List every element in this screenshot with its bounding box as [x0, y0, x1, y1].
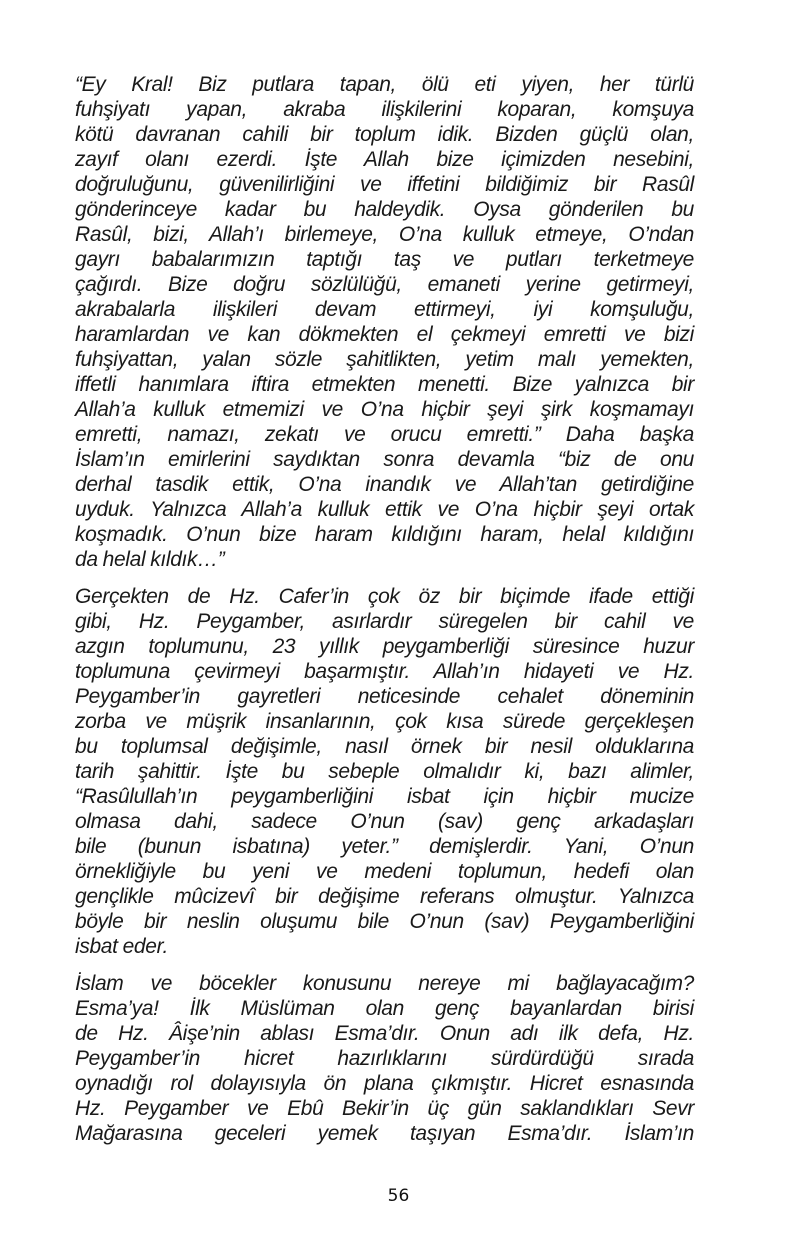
text-line: Esma’ya! İlk Müslüman olan genç bayanlardan birisi — [75, 997, 694, 1020]
text-line: azgın toplumunu, 23 yıllık peygamberliği süresince huzur — [75, 635, 694, 658]
text-line: fuhşiyattan, yalan sözle şahitlikten, yetim malı yemekten, — [75, 348, 694, 371]
text-line: böyle bir neslin oluşumu bile O’nun (sav) Peygamberliğini — [75, 910, 694, 933]
text-line: de Hz. Âişe’nin ablası Esma’dır. Onun adı ilk defa, Hz. — [75, 1022, 694, 1045]
text-line: isbat eder. — [75, 935, 168, 958]
text-line: Mağarasına geceleri yemek taşıyan Esma’dır. İslam’ın — [75, 1122, 694, 1145]
text-line: zorba ve müşrik insanlarının, çok kısa sürede gerçekleşen — [75, 710, 694, 733]
text-line: Allah’a kulluk etmemizi ve O’na hiçbir şeyi şirk koşmamayı — [75, 398, 694, 421]
text-line: gençlikle mûcizevî bir değişime referans olmuştur. Yalnızca — [75, 885, 694, 908]
text-line: Peygamber’in gayretleri neticesinde cehalet döneminin — [75, 685, 694, 708]
text-line: Hz. Peygamber ve Ebû Bekir’in üç gün saklandıkları Sevr — [75, 1097, 694, 1120]
text-line: iffetli hanımlara iftira etmekten menetti. Bize yalnızca bir — [75, 373, 694, 396]
text-line: olmasa dahi, sadece O’nun (sav) genç arkadaşları — [75, 810, 694, 833]
text-line: doğruluğunu, güvenilirliğini ve iffetini bildiğimiz bir Rasûl — [75, 173, 694, 196]
paragraph — [75, 971, 694, 1146]
text-line: haramlardan ve kan dökmekten el çekmeyi emretti ve bizi — [75, 323, 694, 346]
text-line: gibi, Hz. Peygamber, asırlardır süregelen bir cahil ve — [75, 610, 694, 633]
text-line: kötü davranan cahili bir toplum idik. Bizden güçlü olan, — [75, 123, 694, 146]
text-line: fuhşiyatı yapan, akraba ilişkilerini koparan, komşuya — [75, 98, 694, 121]
page-body — [75, 72, 694, 1146]
text-line: akrabalarla ilişkileri devam ettirmeyi, iyi komşuluğu, — [75, 298, 694, 321]
paragraph — [75, 72, 694, 572]
text-line: çağırdı. Bize doğru sözlülüğü, emaneti yerine getirmeyi, — [75, 273, 694, 296]
text-line: İslam’ın emirlerini saydıktan sonra devamla “biz de onu — [75, 448, 694, 471]
text-line: “Ey Kral! Biz putlara tapan, ölü eti yiyen, her türlü — [75, 73, 694, 96]
text-line: derhal tasdik ettik, O’na inandık ve Allah’tan getirdiğine — [75, 473, 694, 496]
text-line: da helal kıldık…” — [75, 548, 225, 571]
paragraph-gap — [75, 959, 694, 971]
text-line: tarih şahittir. İşte bu sebeple olmalıdır ki, bazı alimler, — [75, 760, 694, 783]
text-line: koşmadık. O’nun bize haram kıldığını haram, helal kıldığını — [75, 523, 694, 546]
text-line: oynadığı rol dolayısıyla ön plana çıkmıştır. Hicret esnasında — [75, 1072, 694, 1095]
paragraph — [75, 584, 694, 959]
text-line: gönderinceye kadar bu haldeydik. Oysa gönderilen bu — [75, 198, 694, 221]
text-line: emretti, namazı, zekatı ve orucu emretti.” Daha başka — [75, 423, 694, 446]
text-line: Peygamber’in hicret hazırlıklarını sürdürdüğü sırada — [75, 1047, 694, 1070]
text-line: zayıf olanı ezerdi. İşte Allah bize içimizden nesebini, — [75, 148, 694, 171]
text-line: uyduk. Yalnızca Allah’a kulluk ettik ve O’na hiçbir şeyi ortak — [75, 498, 694, 521]
text-line: Rasûl, bizi, Allah’ı birlemeye, O’na kulluk etmeye, O’ndan — [75, 223, 694, 246]
paragraph-gap — [75, 572, 694, 584]
text-line: bile (bunun isbatına) yeter.” demişlerdir. Yani, O’nun — [75, 835, 694, 858]
page-number: 56 — [387, 1186, 410, 1206]
text-line: gayrı babalarımızın taptığı taş ve putları terketmeye — [75, 248, 694, 271]
text-line: Gerçekten de Hz. Cafer’in çok öz bir biçimde ifade ettiği — [75, 585, 694, 608]
text-line: bu toplumsal değişimle, nasıl örnek bir nesil olduklarına — [75, 735, 694, 758]
text-line: toplumuna çevirmeyi başarmıştır. Allah’ın hidayeti ve Hz. — [75, 660, 694, 683]
text-line: “Rasûlullah’ın peygamberliğini isbat için hiçbir mucize — [75, 785, 694, 808]
text-line: İslam ve böcekler konusunu nereye mi bağlayacağım? — [75, 972, 694, 995]
text-line: örnekliğiyle bu yeni ve medeni toplumun, hedefi olan — [75, 860, 694, 883]
